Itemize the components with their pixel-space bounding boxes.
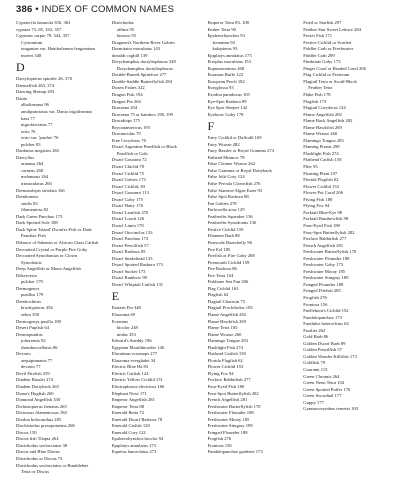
index-entry: Dermogenys pusilla 180 — [16, 318, 61, 324]
index-entry: Flashlight Fish 274 — [303, 150, 339, 156]
index-entry: Discus fish Tilapia 264 — [16, 436, 59, 442]
index-entry: Fire Eel 185 — [207, 246, 231, 252]
index-subentry: haas 77 — [21, 115, 35, 121]
index-entry: Epalzeorhynchos 93 — [207, 33, 245, 39]
index-entry: Diadem Basslet 274 — [16, 377, 53, 383]
index-entry: False Julii Cory 124 — [207, 174, 245, 180]
index-entry: Firemouth Cichlid 159 — [207, 259, 250, 265]
index-entry: Diana's Hogfish 260 — [16, 390, 54, 396]
index-entry: Cypraecila lamarcki 356, 363 — [16, 20, 71, 25]
index-subentry: rhomboocellatus 86 — [21, 344, 58, 350]
index-entry: Golden Wonder Killifish 173 — [303, 353, 357, 359]
index-entry: Flamingo Tongue 283 — [207, 338, 248, 344]
index-entry: Dardanus megistos 265 — [16, 148, 60, 154]
index-entry: Farlowella acus 129 — [207, 207, 245, 213]
index-entry: Dark Spine 'Island' Dwarfer Fish or Dark — [16, 226, 92, 232]
index-entry: Foxface Rabbitfish 277 — [207, 377, 251, 383]
index-entry: Green Spotted Puffer 176 — [303, 386, 351, 392]
index-entry: Flame Wrasse 260 — [303, 131, 338, 137]
index-entry: Dwarf Rainbow 99 — [111, 275, 147, 281]
index-entry: Etroplus maculatus 153 — [207, 59, 251, 65]
index-entry: Guppy 177 — [303, 399, 324, 405]
index-entry: Frogfish 276 — [207, 436, 232, 442]
index-entry: Diodon holocanthus 285 — [16, 416, 62, 422]
index-entry: False Gramma or Royal Dottyback — [207, 167, 272, 173]
index-entry: Fan Gobies 278 — [207, 200, 237, 206]
index-entry: French Angelfish 281 — [303, 242, 344, 248]
index-entry: Distichodus — [111, 20, 134, 25]
index-entry: Golden Pencilfish 57 — [303, 347, 343, 353]
index-entry: Fringed Flounder 188 — [303, 281, 344, 287]
index-subentry: devario 77 — [21, 364, 41, 370]
index-subentry: aruanus 264 — [21, 161, 44, 167]
index-entry: Fundulopanchax 173 — [303, 314, 342, 320]
section-letter: D — [16, 60, 25, 75]
index-subentry: carneus 268 — [21, 167, 44, 173]
index-entry: Desert Pupfish 64 — [16, 325, 49, 331]
index-entry: Flathead Catfish 158 — [207, 351, 246, 357]
index-subentry: affinis 95 — [116, 26, 135, 32]
index-entry: Discus and Blue Discus — [16, 449, 60, 455]
index-entry: Epalzeorhynchos bicolor 94 — [111, 436, 164, 442]
index-entry: Diamond Angelfish 330 — [16, 397, 61, 403]
index-entry: Elephant Nose 171 — [111, 390, 147, 396]
index-entry: False Cleaner Wrasse 262 — [207, 161, 256, 167]
index-entry: Dichistopterus frenatus 265 — [16, 403, 67, 409]
index-entry: Elassoma 69 — [111, 311, 136, 317]
index-entry: Distichodus sexfasciatus or Bumblebee — [16, 462, 89, 468]
index-subentry: rerio 76 — [21, 128, 36, 134]
index-entry: Dracidiops 175 — [111, 118, 140, 124]
index-entry: Eye Spot Sleeper 142 — [207, 105, 248, 111]
index-entry: Forktail Rainbowfish 98 — [303, 216, 349, 222]
index-entry: Dragon Fish 194 — [111, 92, 143, 98]
index-entry: Dwarf Gobies 173 — [111, 177, 146, 183]
index-entry: Emerald Betta 72 — [111, 410, 144, 416]
index-entry: Frontosa 156 — [303, 301, 328, 307]
index-entry: Green Neon Tetra 104 — [303, 380, 345, 386]
index-entry: Flame Tetra 105 — [207, 325, 238, 331]
index-entry: False Spot Rasbora 88 — [207, 194, 249, 200]
index-entry: Freshwater Stingray 189 — [207, 423, 253, 429]
index-entry: Elassoma evergladei 34 — [111, 357, 156, 363]
index-entry: Frogfish 276 — [303, 294, 327, 300]
index-column-1 — [16, 20, 104, 475]
index-subentry: moreri 348 — [21, 52, 42, 58]
index-entry: Florida Flagfish 62 — [207, 357, 243, 363]
index-entry: Flagtail Characin 75 — [207, 298, 246, 304]
index-entry: Flame Wrasse 260 — [207, 331, 242, 337]
index-entry: Four-Spot Butterflyfish 282 — [303, 229, 355, 235]
index-entry: Decorated Synodontias or Clown — [16, 253, 78, 259]
index-entry: Damselfish 263, 374 — [16, 82, 55, 88]
index-entry: Freshwater Butterflyfish 170 — [207, 403, 261, 409]
page-number: 386 — [16, 4, 33, 15]
index-entry: Dwarf Chiclid 78 — [111, 164, 144, 170]
index-subentry: albolineatus 96 — [21, 102, 49, 108]
index-subentry: zebra 358 — [21, 311, 39, 317]
index-entry: Feather Star Sweet Lettuce 284 — [303, 26, 361, 32]
index-entry: Fiddler Crab 299 — [303, 52, 335, 58]
index-entry: Equetus lanceolatus 273 — [111, 449, 157, 455]
index-entry: Eye-Spot Rasbora 89 — [207, 98, 247, 104]
index-subentry: Synodontis — [21, 259, 42, 265]
index-entry: Dendronota — [16, 194, 38, 200]
index-entry: Freshwater Butterflyfish 170 — [303, 249, 357, 255]
index-entry: Deep Angelfish or Mono Angelfish — [16, 266, 81, 272]
index-entry: Flying Fish 180 — [303, 196, 333, 202]
index-entry: Dark Green Panchax 173 — [16, 213, 63, 219]
index-entry: Four-Eyed Fish 180 — [303, 222, 340, 228]
index-entry: Fringed Flounder 188 — [207, 429, 248, 435]
index-entry: Emperor Angelfish 281 — [111, 397, 155, 403]
index-entry: Eupomacentrus 268 — [207, 65, 245, 71]
index-entry: Fairy Basslet or Royal Gramma 274 — [207, 148, 274, 154]
index-entry: Flame Back Angelfish 282 — [303, 118, 353, 124]
index-entry: Flamingo Tongue 283 — [303, 137, 344, 143]
index-entry: Epiplatys annulatus 173 — [207, 52, 252, 58]
index-entry: Ember Tetra 90 — [207, 26, 236, 32]
index-entry: Flying Fox 94 — [207, 370, 234, 376]
index-entry: Dark Spotted Sole 188 — [16, 220, 58, 226]
index-entry: Freshwater Stingray 189 — [303, 275, 349, 281]
index-subentry: frenatum 94 — [212, 39, 235, 45]
index-entry: Dwarf Gourami 72 — [111, 157, 147, 163]
index-entry: Finescale Razorbelly 96 — [207, 239, 252, 245]
index-entry: Fairy Wrasse 282 — [207, 141, 240, 147]
index-entry: Dragon Fin 264 — [111, 98, 141, 104]
index-subentry: Panchax Fish — [21, 233, 46, 239]
index-entry: Dwarf Panchax 173 — [111, 236, 149, 242]
index-entry: Dracaena 204 — [111, 105, 138, 111]
index-entry: Flower Pot Coral 206 — [303, 190, 343, 196]
index-entry: Dwarf Lionfish 370 — [111, 209, 149, 215]
index-entry: Exodon paradoxus 105 — [207, 92, 250, 98]
index-entry: Doryrhamphus dactyliophorus 349 — [111, 59, 176, 65]
header-separator: • — [35, 4, 42, 15]
index-subentry: lusosso 95 — [116, 33, 137, 39]
index-subentry: midas 353 — [116, 331, 136, 337]
index-entry: Debrace of Sabaean or African Glass Catfish — [16, 239, 99, 245]
index-subentry: Pearlfish or Grib — [116, 150, 148, 156]
index-entry: Dwarf Argentine Pearlfish or Black — [111, 144, 177, 150]
index-entry: Flaming Prawn 298 — [303, 144, 340, 150]
index-entry: Eyebrow Goby 178 — [207, 111, 244, 117]
index-subentry: anulipunctatus var. Danio trigolineatus — [21, 109, 93, 115]
index-entry: Dragonet's Northern River Gobies — [111, 39, 175, 45]
index-entry: Freshwater Moray 185 — [303, 268, 346, 274]
index-entry: donaldi cogbill 139 — [111, 52, 148, 58]
index-entry: Flower Cichlid 153 — [207, 364, 244, 370]
index-subentry: trimaculatus 260 — [21, 181, 52, 187]
index-entry: Devario — [16, 351, 31, 357]
index-entry: Gourami 113 — [303, 366, 328, 372]
index-entry: Flag Cichlid or Festivum — [303, 72, 350, 78]
index-entry: Emerald Catfish 120 — [111, 423, 150, 429]
index-entry: Dischistodus prosopotaenia 268 — [16, 423, 75, 429]
index-subentry: filamentosa 82 — [21, 207, 49, 213]
index-entry: Dancing Shrimp 293 — [16, 89, 55, 95]
index-entry: False Siamese Algae Eater 93 — [207, 187, 263, 193]
index-entry: Discus 150 — [16, 429, 37, 435]
page-header — [16, 4, 174, 15]
index-entry: Dracunculus 79 — [111, 131, 141, 137]
index-entry: Dicrossus filamentosus 184 — [16, 410, 67, 416]
index-entry: False Percula Clownfish 276 — [207, 181, 261, 187]
index-columns — [16, 20, 391, 475]
index-entry: Frontosa 156 — [207, 442, 232, 448]
page-title: INDEX OF COMMON NAMES — [41, 4, 175, 15]
index-entry: Filament Barb 88 — [207, 233, 240, 239]
index-entry: Freshwater Goby 173 — [303, 262, 344, 268]
index-entry: Fundulus heteroclitus 64 — [303, 321, 349, 327]
index-entry: European Perch 182 — [207, 78, 245, 84]
index-entry: Flake Fish 178 — [303, 92, 331, 98]
index-entry: Dactylopterus spinifer 26, 378 — [16, 76, 72, 82]
index-entry: Dekeyseria — [16, 272, 37, 278]
index-entry: Flagtail Prochilodus 105 — [207, 305, 253, 311]
index-entry: Golden Dwarf Barb 89 — [303, 340, 346, 346]
index-entry: Dracaena 75 or bamboo 198, 199 — [111, 111, 173, 117]
index-entry: Dwarf Whiptail Catfish 131 — [111, 281, 164, 287]
index-subentry: johorensis 92 — [21, 338, 46, 344]
index-entry: Decorated Crystal or Purple Fire Goby — [16, 246, 88, 252]
index-entry: Edward's Sneddy 196 — [111, 338, 152, 344]
index-column-2 — [112, 20, 200, 475]
index-entry: Flame Angelfish 282 — [303, 111, 342, 117]
index-entry: Diadem Dottyback 265 — [16, 383, 59, 389]
index-subentry: pulcher 83 — [21, 141, 41, 147]
index-entry: Desmopuntius — [16, 331, 43, 337]
index-entry: Dwarf Pencilfish 57 — [111, 242, 149, 248]
section-letter: F — [207, 119, 215, 134]
index-entry: Foxface Rabbitfish 277 — [303, 236, 347, 242]
index-entry: Flathead Catfish 158 — [303, 157, 342, 163]
index-entry: Euryglossa 93 — [207, 85, 234, 91]
index-entry: Four-Eyed Fish 180 — [207, 383, 245, 389]
index-entry: Eurasian Ruffe 122 — [207, 72, 244, 78]
index-subentry: Cyrtomium — [21, 39, 43, 45]
index-entry: Fuelleborn's Cichlid 152 — [303, 308, 349, 314]
index-entry: Festive Cichlid 159 — [207, 226, 244, 232]
index-entry: Dormitator maculatus 143 — [111, 46, 160, 52]
index-entry: Dozen Fishes 322 — [111, 85, 145, 91]
index-entry: Gold Barb 86 — [303, 334, 329, 340]
index-subentry: reaganiae var. Hainhofenum fengianium — [21, 46, 95, 52]
index-entry: Electric Catfish 124 — [111, 370, 149, 376]
index-subentry: rerio var. 'pardus' 76 — [21, 135, 59, 141]
index-entry: Fried or Starfish 297 — [303, 20, 342, 25]
index-entry: Floating Plant 197 — [303, 170, 338, 176]
index-entry: cypraea 75–85, 163, 357 — [16, 26, 62, 32]
index-entry: Fine Corydoras 76 — [111, 137, 146, 143]
index-column-4 — [303, 20, 391, 475]
index-entry: Festive Cichlid or Scarlett — [303, 39, 352, 45]
index-subentry: Doryrhamphus dactyliophorus — [116, 65, 173, 71]
index-entry: Distichodus or Discus 73 — [16, 456, 63, 461]
index-subentry: pulcher 179 — [21, 279, 43, 285]
index-entry: Freshwater Flounder 188 — [303, 255, 350, 261]
index-entry: Finger Coral or Beaded Coral 206 — [303, 65, 366, 71]
section-letter: E — [111, 289, 120, 304]
index-entry: Fundulopanchax gardneri 173 — [207, 449, 263, 455]
index-subentry: Feather Tetra — [308, 85, 333, 91]
index-entry: Distichodus sexfasciatus 38 — [16, 442, 68, 448]
index-entry: Dwarf Snakehead 133 — [111, 255, 153, 261]
index-entry: Egyptian Mouthbrooder 146 — [111, 344, 165, 350]
index-entry: Dascyllus — [16, 154, 35, 160]
index-entry: Flying Fox 94 — [303, 203, 330, 209]
index-subentry: brachypterus 356 — [21, 305, 53, 311]
index-entry: Electrophorus electricus 160 — [111, 383, 165, 389]
index-entry: Four-Spot Butterflyfish 282 — [207, 390, 259, 396]
index-entry: Dwarf Loach 126 — [111, 216, 145, 222]
index-entry: Dwarf Cichlid 75 — [111, 170, 144, 176]
index-entry: Devil Firefish 359 — [16, 370, 50, 376]
index-entry: Flagtail Tetra or Swalf-Black — [303, 78, 357, 84]
index-entry: Gymnocorymbus ternetzi 103 — [303, 406, 359, 412]
index-entry: Dwarf Cichlid, 83 — [111, 183, 146, 189]
index-entry: Flagtail Corydoras 124 — [303, 105, 346, 111]
index-entry: Dwarf Otocinclus 133 — [111, 229, 153, 235]
index-entry: Bryconamericus 195 — [111, 124, 150, 130]
index-entry: Flame Angelfish 282 — [207, 311, 247, 317]
index-entry: Fevier Fish 171 — [303, 33, 333, 39]
index-entry: Fiddler Crab or Freshwater — [303, 46, 354, 52]
index-entry: Dermatolepis striolata 166 — [16, 187, 65, 193]
index-column-3 — [208, 20, 296, 475]
index-entry: Dwarf Gourami 113 — [111, 190, 149, 196]
index-entry: Forktail Blue-Eye 98 — [303, 209, 343, 215]
index-entry: Dwarf Hairy 176 — [111, 203, 144, 209]
index-entry: Flashlight Fish 274 — [207, 344, 243, 350]
index-entry: Green Chromis 264 — [303, 373, 340, 379]
index-entry: Cyprinus carpio 78, 344, 357 — [16, 33, 70, 39]
index-entry: Featherfin Synodontis 136 — [207, 220, 257, 226]
index-entry: Freshwater Flounder 188 — [207, 410, 254, 416]
index-entry: French Angelfish 281 — [207, 397, 248, 403]
index-entry: Flame Hawkfish 269 — [303, 124, 342, 130]
index-entry: Fire Tetra 104 — [207, 272, 234, 278]
index-entry: Emerald Cory 122 — [111, 429, 146, 435]
index-subentry: nigrofasciatus 77 — [21, 122, 53, 128]
index-entry: Electric Blue Ha 83 — [111, 364, 149, 370]
index-entry: Dwarf Limia 178 — [111, 222, 144, 228]
index-entry: Freshwater Moray 185 — [207, 416, 250, 422]
index-subentry: pusillus 179 — [21, 292, 44, 298]
index-entry: Emperor Tetra 83, 108 — [207, 20, 249, 25]
index-entry: Double-Barred Spinefoot 277 — [111, 72, 167, 78]
index-entry: Fathead Minnow 78 — [207, 154, 245, 160]
index-entry: Fringed Filefish 285 — [303, 288, 341, 294]
index-entry: Dwarf Goby 175 — [111, 196, 143, 202]
index-subentry: bicolor 248 — [116, 325, 138, 331]
index-entry: Fairy Cichlid or Daffodil 169 — [207, 135, 262, 141]
index-entry: Flagfish 62 — [207, 292, 229, 298]
index-subentry: kalopterus 93 — [212, 46, 238, 52]
index-entry: Goldfish 79 — [303, 360, 326, 366]
index-entry: Dwarf Sucker 173 — [111, 268, 146, 274]
index-entry: Emerald Dwarf Rasbora 78 — [111, 416, 163, 422]
index-entry: Fishbone Sea Fan 206 — [207, 279, 249, 285]
index-entry: Epiplatys annulatus 173 — [111, 442, 156, 448]
index-entry: Electric Yellow Cichlid 151 — [111, 377, 163, 383]
index-subentry: sinilis 83 — [21, 200, 38, 206]
index-entry: Ecsenius — [111, 318, 129, 324]
index-entry: Florida Flagfish 62 — [303, 177, 339, 183]
index-entry: Fire Rasbora 86 — [207, 266, 237, 272]
index-entry: Firefish or Fire Goby 268 — [207, 253, 255, 259]
index-entry: Dwarf Spotted Rasbora 173 — [111, 262, 163, 268]
index-entry: Featherfin Squeaker 136 — [207, 213, 253, 219]
index-entry: Double-Saddle Butterflyfish 284 — [111, 78, 172, 84]
index-entry: Dendrochirus — [16, 298, 42, 304]
index-subentry: Tetra or Discus — [21, 469, 49, 475]
index-entry: Danio — [16, 95, 28, 101]
index-entry: Fimbriate Goby 173 — [303, 59, 341, 65]
index-entry: Flier 95 — [303, 164, 318, 170]
index-entry: Green Swordtail 177 — [303, 393, 342, 399]
index-entry: Flagfish 173 — [303, 98, 327, 104]
index-subentry: aequipinnatus 77 — [21, 357, 53, 363]
index-entry: Dwarf Rasbora 85 — [111, 249, 146, 255]
index-entry: Eastern Fin 348 — [111, 305, 141, 311]
index-subentry: melanurus 264 — [21, 174, 49, 180]
index-entry: Elacatinus oceanops 277 — [111, 351, 158, 357]
index-entry: Dermogenys — [16, 285, 40, 291]
index-entry: Flame Hawkfish 269 — [207, 318, 247, 324]
index-entry: Emperor Tetra 88 — [111, 403, 144, 409]
index-entry: Flag Cichlid 163 — [207, 285, 239, 291]
index-entry: Flower Cichlid 153 — [303, 183, 339, 189]
index-entry: Fusilier 262 — [303, 327, 326, 333]
